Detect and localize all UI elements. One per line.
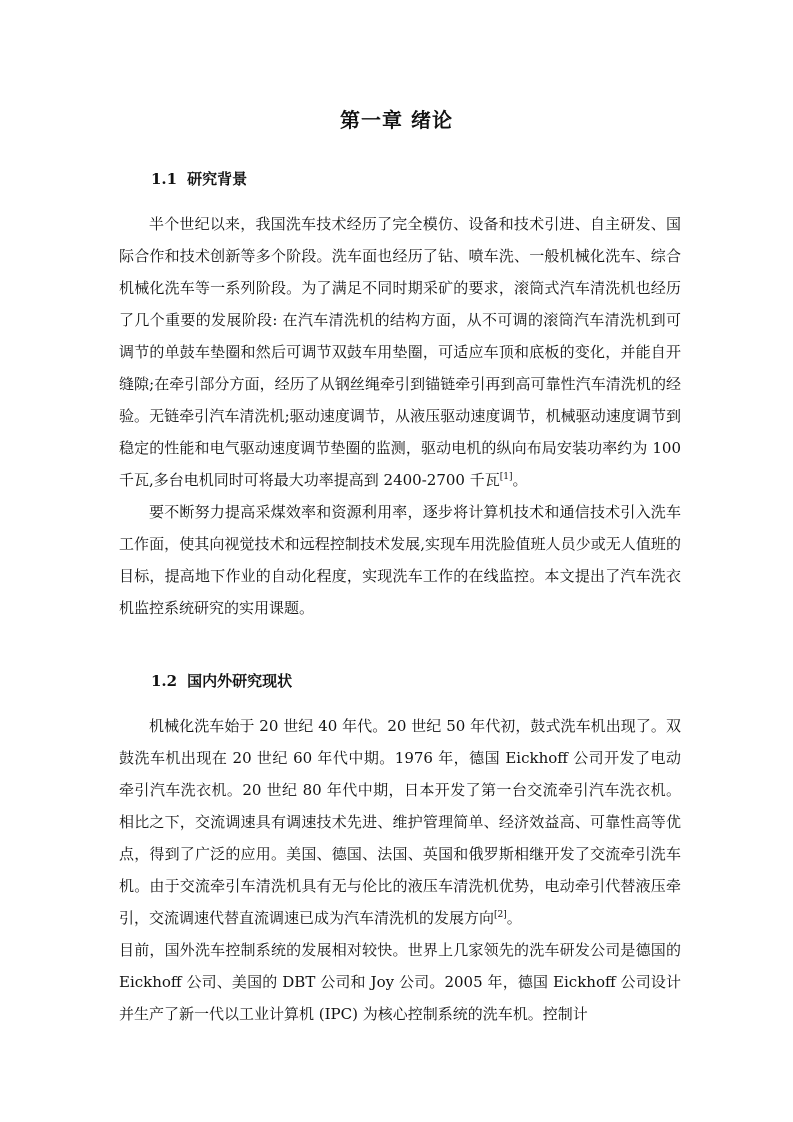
chapter-title: 第一章 绪论 — [340, 108, 453, 132]
section-number: 1.2 — [151, 672, 178, 690]
paragraph-tail: 。 — [506, 909, 522, 927]
section-body-1-1 — [119, 208, 681, 624]
section-title: 研究背景 — [187, 170, 248, 188]
section-title: 国内外研究现状 — [187, 672, 293, 690]
paragraph-text: 目前，国外洗车控制系统的发展相对较快。世界上几家领先的洗车研发公司是德国的 Eickhoff 公司、美国的 DBT 公司和 Joy 公司。2005 年，德国 Eickhoff 公司设计并生产了新一代以工业计算机 (IPC) 为核心控制系统的洗车机。控制计 — [119, 941, 681, 1023]
paragraph — [119, 934, 681, 1030]
section-body-1-2 — [119, 710, 681, 1030]
paragraph — [119, 208, 681, 496]
paragraph-tail: 。 — [512, 471, 528, 489]
paragraph-text: 要不断努力提高采煤效率和资源利用率，逐步将计算机技术和通信技术引入洗车工作面，使其向视觉技术和远程控制技术发展,实现车用洗脸值班人员少或无人值班的目标，提高地下作业的自动化程度，实现洗车工作的在线监控。本文提出了汽车洗衣机监控系统研究的实用课题。 — [119, 503, 681, 617]
section-number: 1.1 — [151, 170, 178, 188]
section-heading-1-1 — [151, 168, 247, 189]
paragraph — [119, 496, 681, 624]
paragraph-text: 半个世纪以来，我国洗车技术经历了完全模仿、设备和技术引进、自主研发、国际合作和技术创新等多个阶段。洗车面也经历了钻、喷车洗、一般机械化洗车、综合机械化洗车等一系列阶段。为了满足不同时期采矿的要求，滚筒式汽车清洗机也经历了几个重要的发展阶段: 在汽车清洗机的结构方面，从不可调的滚筒汽车清洗机到可调节的单鼓车垫圈和然后可调节双鼓车用垫圈，可适应车顶和底板的变化，并能自开缝隙;在牵引部分方面，经历了从钢丝绳牵引到锚链牵引再到高可靠性汽车清洗机的经验。无链牵引汽车清洗机;驱动速度调节，从液压驱动速度调节，机械驱动速度调节到稳定的性能和电气驱动速度调节垫圈的监测，驱动电机的纵向布局安装功率约为 100 千瓦,多台电机同时可将最大功率提高到 2400-2700 千瓦 — [119, 215, 681, 489]
citation-ref: [1] — [499, 472, 513, 482]
section-heading-1-2 — [151, 670, 292, 691]
citation-ref: [2] — [494, 910, 507, 920]
paragraph-text: 机械化洗车始于 20 世纪 40 年代。20 世纪 50 年代初，鼓式洗车机出现了。双鼓洗车机出现在 20 世纪 60 年代中期。1976 年，德国 Eickhoff 公司开发了电动牵引汽车洗衣机。20 世纪 80 年代中期，日本开发了第一台交流牵引汽车洗衣机。相比之下，交流调速具有调速技术先进、维护管理简单、经济效益高、可靠性高等优点，得到了广泛的应用。美国、德国、法国、英国和俄罗斯相继开发了交流牵引洗车机。由于交流牵引车清洗机具有无与伦比的液压车清洗机优势，电动牵引代替液压牵引，交流调速代替直流调速已成为汽车清洗机的发展方向 — [119, 717, 681, 927]
paragraph — [119, 710, 681, 934]
